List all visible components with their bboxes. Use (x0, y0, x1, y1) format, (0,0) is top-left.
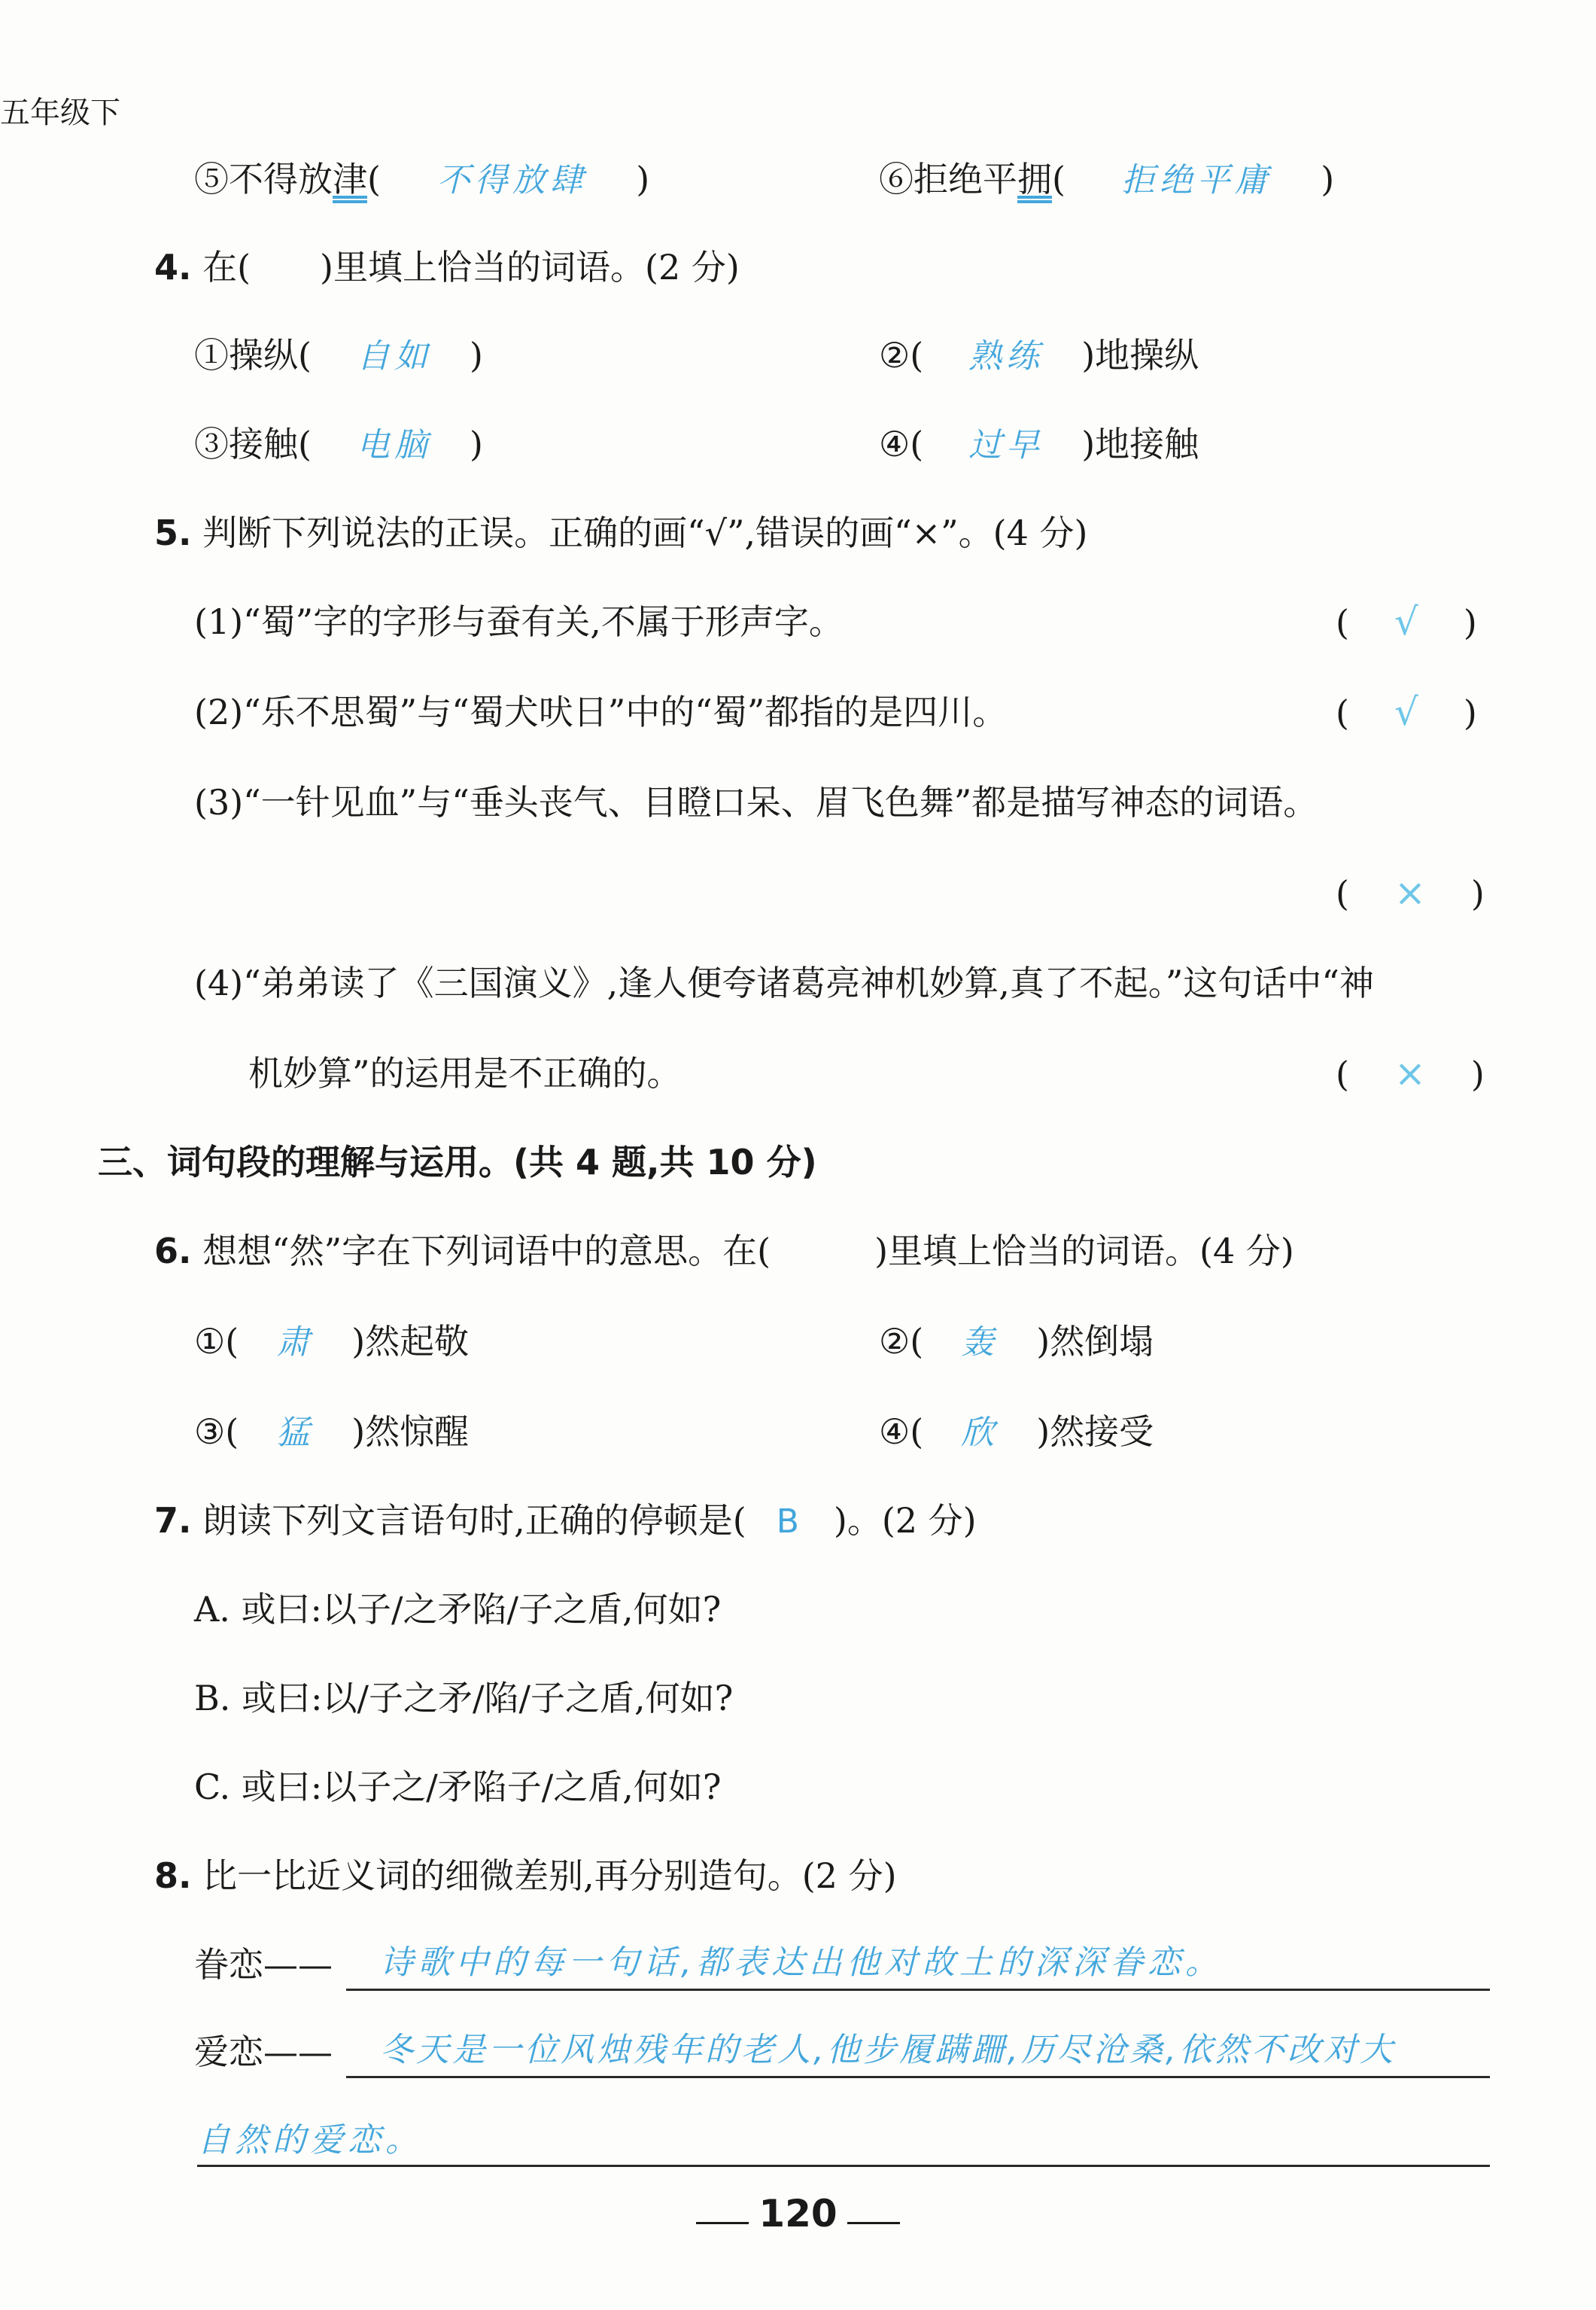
q5-item2-text: (2)“乐不思蜀”与“蜀犬吠日”中的“蜀”都指的是四川。 (194, 692, 1008, 732)
q4-text: 在( )里填上恰当的词语。(2 分) (202, 247, 740, 288)
q4-stem (154, 245, 740, 290)
q3-item5: ⑤不得放津( 不得放肆 ) (194, 159, 650, 199)
q6-item4: ④( 欣 )然接受 (879, 1411, 1154, 1452)
q5-item1-paren: ( √ ) (1336, 600, 1477, 644)
q6-item2: ②( 轰 )然倒塌 (879, 1321, 1154, 1362)
q6-stem (154, 1228, 1294, 1274)
q6-item3: ③( 猛 )然惊醒 (194, 1411, 470, 1452)
q8-answer1: 诗歌中的每一句话,都表达出他对故土的深深眷恋。 (380, 1943, 1223, 1982)
q4-item3: ③接触( 电脑 ) (194, 424, 483, 464)
q6-item1: ①( 肃 )然起敬 (194, 1321, 470, 1362)
q5-item3-text: (3)“一针见血”与“垂头丧气、目瞪口呆、眉飞色舞”都是描写神态的词语。 (194, 782, 1318, 823)
q5-stem (154, 510, 1087, 555)
q5-number: 5. (154, 513, 192, 553)
q4-item4: ④( 过早 )地接触 (879, 424, 1199, 464)
q5-item4-answer: × (1394, 1052, 1426, 1095)
page-number: 120 (758, 2192, 838, 2235)
q4-item1: ①操纵( 自如 ) (194, 335, 483, 376)
q3-item5-label: ⑤不得放 (194, 159, 333, 199)
q7-stem (154, 1498, 977, 1545)
q5-item4-text: (4)“弟弟读了《三国演义》,逢人便夸诸葛亮神机妙算,真了不起。”这句话中“神 (194, 963, 1374, 1003)
q4-item2-answer: 熟练 (968, 337, 1044, 376)
q4-item2: ②( 熟练 )地操纵 (879, 335, 1199, 376)
q8-word1: 眷恋—— (194, 1944, 333, 1985)
q3-item6-label: ⑥拒绝平 (879, 159, 1017, 199)
q7-answer: B (776, 1502, 804, 1541)
q4-number: 4. (154, 247, 192, 288)
q8-line2 (346, 2076, 1490, 2078)
q3-item5-answer: 不得放肆 (436, 161, 588, 199)
q4-item3-answer: 电脑 (356, 426, 432, 464)
q5-item1-answer: √ (1394, 600, 1418, 644)
q8-stem (154, 1853, 897, 1898)
q8-text: 比一比近义词的细微差别,再分别造句。(2 分) (202, 1855, 897, 1896)
grade-header: 五年级下 (0, 96, 120, 130)
q7-option-c: C. 或曰:以子之/矛陷子/之盾,何如? (194, 1767, 722, 1807)
q5-item3-answer: × (1394, 871, 1426, 915)
q6-number: 6. (154, 1231, 192, 1271)
q6-item1-answer: 肃 (276, 1323, 315, 1362)
q5-item1-text: (1)“蜀”字的字形与蚕有关,不属于形声字。 (194, 601, 844, 642)
q6-item4-answer: 欣 (961, 1414, 999, 1452)
q8-line1 (346, 1989, 1490, 1991)
q5-item2-paren: ( √ ) (1336, 690, 1477, 734)
q7-text-b: )。(2 分) (833, 1500, 977, 1541)
q7-option-b: B. 或曰:以/子之矛/陷/子之盾,何如? (194, 1678, 734, 1718)
q5-item2-answer: √ (1394, 690, 1418, 734)
q3-item6: ⑥拒绝平拥( 拒绝平庸 ) (879, 159, 1335, 199)
q5-item4-paren: ( × ) (1336, 1052, 1485, 1095)
q6-text: 想想“然”字在下列词语中的意思。在( )里填上恰当的词语。(4 分) (202, 1231, 1294, 1271)
q4-item1-answer: 自如 (356, 337, 432, 376)
q3-item5-mark: 津 (333, 159, 367, 199)
q7-number: 7. (154, 1500, 192, 1541)
q8-line3 (197, 2165, 1490, 2167)
section3-title: 三、词句段的理解与运用。(共 4 题,共 10 分) (98, 1142, 817, 1182)
q3-item6-mark: 拥 (1017, 159, 1052, 199)
q8-word2: 爱恋—— (194, 2032, 333, 2072)
q6-item2-answer: 轰 (961, 1323, 999, 1362)
q3-item6-answer: 拒绝平庸 (1121, 161, 1272, 199)
q6-item3-answer: 猛 (276, 1414, 315, 1452)
q7-text-a: 朗读下列文言语句时,正确的停顿是( (202, 1500, 746, 1541)
q5-item3-paren: ( × ) (1336, 871, 1485, 915)
q7-option-a: A. 或曰:以子/之矛陷/子之盾,何如? (194, 1589, 722, 1630)
q8-answer2b: 自然的爱恋。 (197, 2121, 423, 2159)
q8-answer2a: 冬天是一位风烛残年的老人,他步履蹒跚,历尽沧桑,依然不改对大 (380, 2031, 1396, 2069)
q5-item4-text2: 机妙算”的运用是不正确的。 (248, 1053, 682, 1094)
q8-number: 8. (154, 1855, 192, 1896)
q4-item4-answer: 过早 (968, 426, 1044, 464)
q5-text: 判断下列说法的正误。正确的画“√”,错误的画“×”。(4 分) (202, 513, 1088, 553)
page-footer (0, 2192, 1596, 2235)
